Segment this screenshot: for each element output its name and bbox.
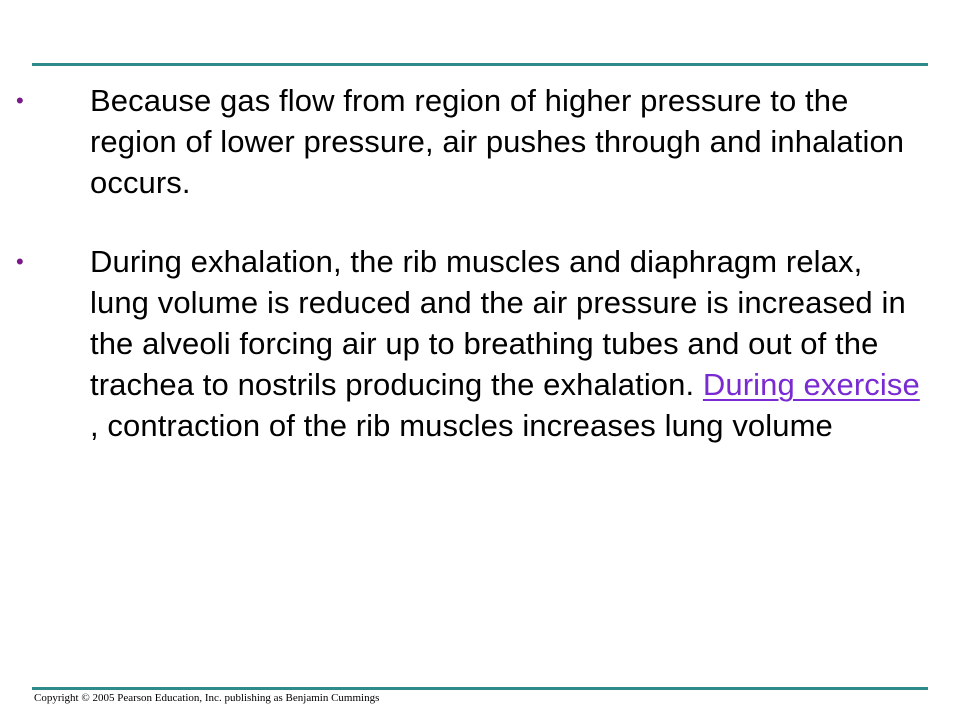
bullet-text (90, 241, 925, 446)
bullet-item-exhalation (0, 241, 960, 446)
bullet-text-after-link: , contraction of the rib muscles increases lung volume (90, 408, 833, 443)
bottom-divider-line (32, 687, 928, 690)
bullet-dot-icon: • (16, 88, 24, 113)
copyright-footer: Copyright © 2005 Pearson Education, Inc. publishing as Benjamin Cummings (34, 692, 380, 704)
bullet-item-inhalation (0, 80, 960, 203)
during-exercise-link[interactable]: During exercise (702, 367, 920, 402)
bullet-text: Because gas flow from region of higher pressure to the region of lower pressure, air pushes through and inhalation occurs. (90, 83, 905, 200)
bullet-text-before-link: During exhalation, the rib muscles and diaphragm relax, lung volume is reduced and the air pressure is increased in the alveoli forcing air up to breathing tubes and out of the trachea to nostrils producing the exhalation. (90, 244, 906, 402)
top-divider-line (32, 63, 928, 66)
bullet-list (0, 80, 960, 446)
bullet-dot-icon: • (16, 249, 24, 274)
